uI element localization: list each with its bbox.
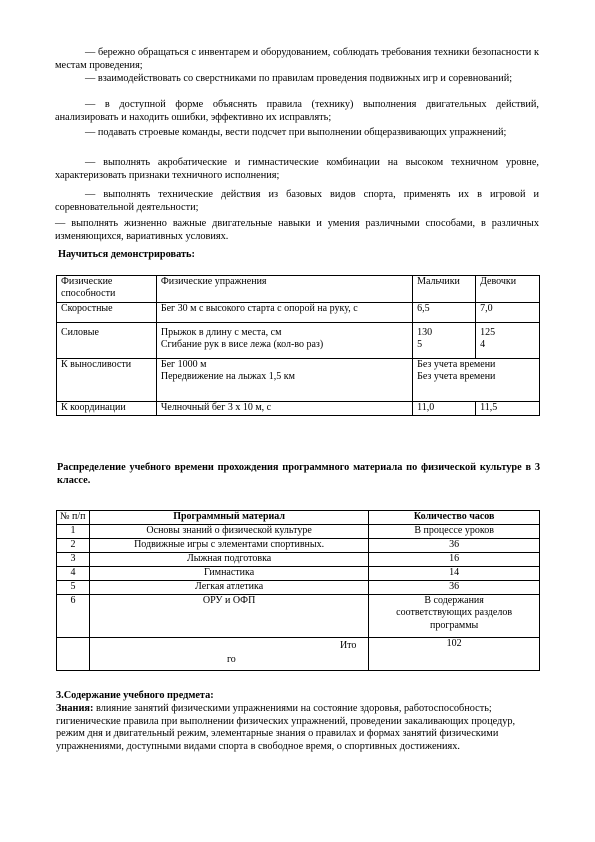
paragraph-2: — взаимодействовать со сверстниками по правилам проведения подвижных игр и соревнований; [85, 73, 513, 84]
header-number: № п/п [57, 511, 90, 525]
exercise-cell: Прыжок в длину с места, см Сгибание рук в висе лежа (кол-во раз) [156, 323, 412, 359]
header-hours: Количество часов [369, 511, 540, 525]
exercise-cell: Челночный бег 3 х 10 м, с [156, 402, 412, 416]
table-row [57, 359, 540, 402]
table-row [57, 303, 540, 323]
paragraph-4: — подавать строевые команды, вести подсчет при выполнении общеразвивающих упражнений; [85, 127, 507, 138]
girls-cell: 125 4 [476, 323, 540, 359]
total-row [57, 638, 540, 671]
hours-cell: 16 [369, 553, 540, 567]
merged-result-cell: Без учета времени Без учета времени [413, 359, 540, 402]
demo-heading: Научиться демонстрировать: [58, 249, 195, 260]
number-cell: 3 [57, 553, 90, 567]
total-label-part2: го [226, 654, 236, 665]
number-cell: 6 [57, 595, 90, 638]
table-row [57, 581, 540, 595]
paragraph-6: — выполнять технические действия из базовых видов спорта, применять их в игровой и соревновательной деятельности; [55, 189, 539, 213]
table-row [57, 553, 540, 567]
hours-cell: В процессе уроков [369, 525, 540, 539]
paragraph-1: — бережно обращаться с инвентарем и оборудованием, соблюдать требования техники безопасности к местам проведения; [55, 47, 539, 71]
table-row [57, 539, 540, 553]
hours-table [56, 510, 540, 671]
girls-cell: 11,5 [476, 402, 540, 416]
header-girls: Девочки [476, 276, 540, 303]
total-hours-cell: 102 [369, 638, 540, 671]
number-cell: 5 [57, 581, 90, 595]
hours-cell: 36 [369, 539, 540, 553]
ability-cell: Скоростные [57, 303, 157, 323]
paragraph-5: — выполнять акробатические и гимнастические комбинации на высоком техничном уровне, характеризовать признаки техничного исполнения; [55, 157, 539, 181]
material-cell: Легкая атлетика [89, 581, 368, 595]
material-cell: Гимнастика [89, 567, 368, 581]
total-label-part1: Ито [339, 640, 357, 651]
knowledge-label: Знания: [56, 703, 94, 714]
header-material: Программный материал [89, 511, 368, 525]
table-row [57, 402, 540, 416]
number-cell: 4 [57, 567, 90, 581]
material-cell: Подвижные игры с элементами спортивных. [89, 539, 368, 553]
exercise-cell: Бег 30 м с высокого старта с опорой на руку, с [156, 303, 412, 323]
table-header-row [57, 276, 540, 303]
ability-cell: К выносливости [57, 359, 157, 402]
knowledge-paragraph [56, 703, 540, 753]
total-label-cell [89, 638, 368, 671]
material-cell: Основы знаний о физической культуре [89, 525, 368, 539]
hours-cell: 36 [369, 581, 540, 595]
hours-cell: 14 [369, 567, 540, 581]
ability-cell: К координации [57, 402, 157, 416]
exercise-cell: Бег 1000 м Передвижение на лыжах 1,5 км [156, 359, 412, 402]
boys-cell: 6,5 [413, 303, 476, 323]
norms-table [56, 275, 540, 416]
knowledge-text: влияние занятий физическими упражнениями на состояние здоровья, работоспособность; гигиенические правила при выполнении физических упражнений, проведении закаливающих процедур, режим дня и двигательный режим, элементарные знания о правилах и формах занятий физическими упражнениями, доступными видами спорта в свободное время, о спортивных достижениях. [56, 703, 516, 752]
paragraph-7: — выполнять жизненно важные двигательные навыки и умения различными способами, в различных изменяющихся, вариативных условиях. [55, 218, 539, 242]
header-boys: Мальчики [413, 276, 476, 303]
table-row [57, 323, 540, 359]
header-abilities: Физические способности [57, 276, 157, 303]
girls-cell: 7,0 [476, 303, 540, 323]
ability-cell: Силовые [57, 323, 157, 359]
table-row [57, 567, 540, 581]
hours-cell: В содержания соответствующих разделов программы [369, 595, 540, 638]
boys-cell: 130 5 [413, 323, 476, 359]
number-cell: 1 [57, 525, 90, 539]
distribution-heading: Распределение учебного времени прохождения программного материала по физической культуре в 3 классе. [57, 462, 540, 486]
table-row [57, 525, 540, 539]
table-header-row [57, 511, 540, 525]
number-cell [57, 638, 90, 671]
number-cell: 2 [57, 539, 90, 553]
material-cell: Лыжная подготовка [89, 553, 368, 567]
header-exercises: Физические упражнения [156, 276, 412, 303]
boys-cell: 11,0 [413, 402, 476, 416]
table-row [57, 595, 540, 638]
material-cell: ОРУ и ОФП [89, 595, 368, 638]
paragraph-3: — в доступной форме объяснять правила (технику) выполнения двигательных действий, анализировать и находить ошибки, эффективно их исправлять; [55, 99, 539, 123]
section3-heading: 3.Содержание учебного предмета: [56, 690, 214, 701]
